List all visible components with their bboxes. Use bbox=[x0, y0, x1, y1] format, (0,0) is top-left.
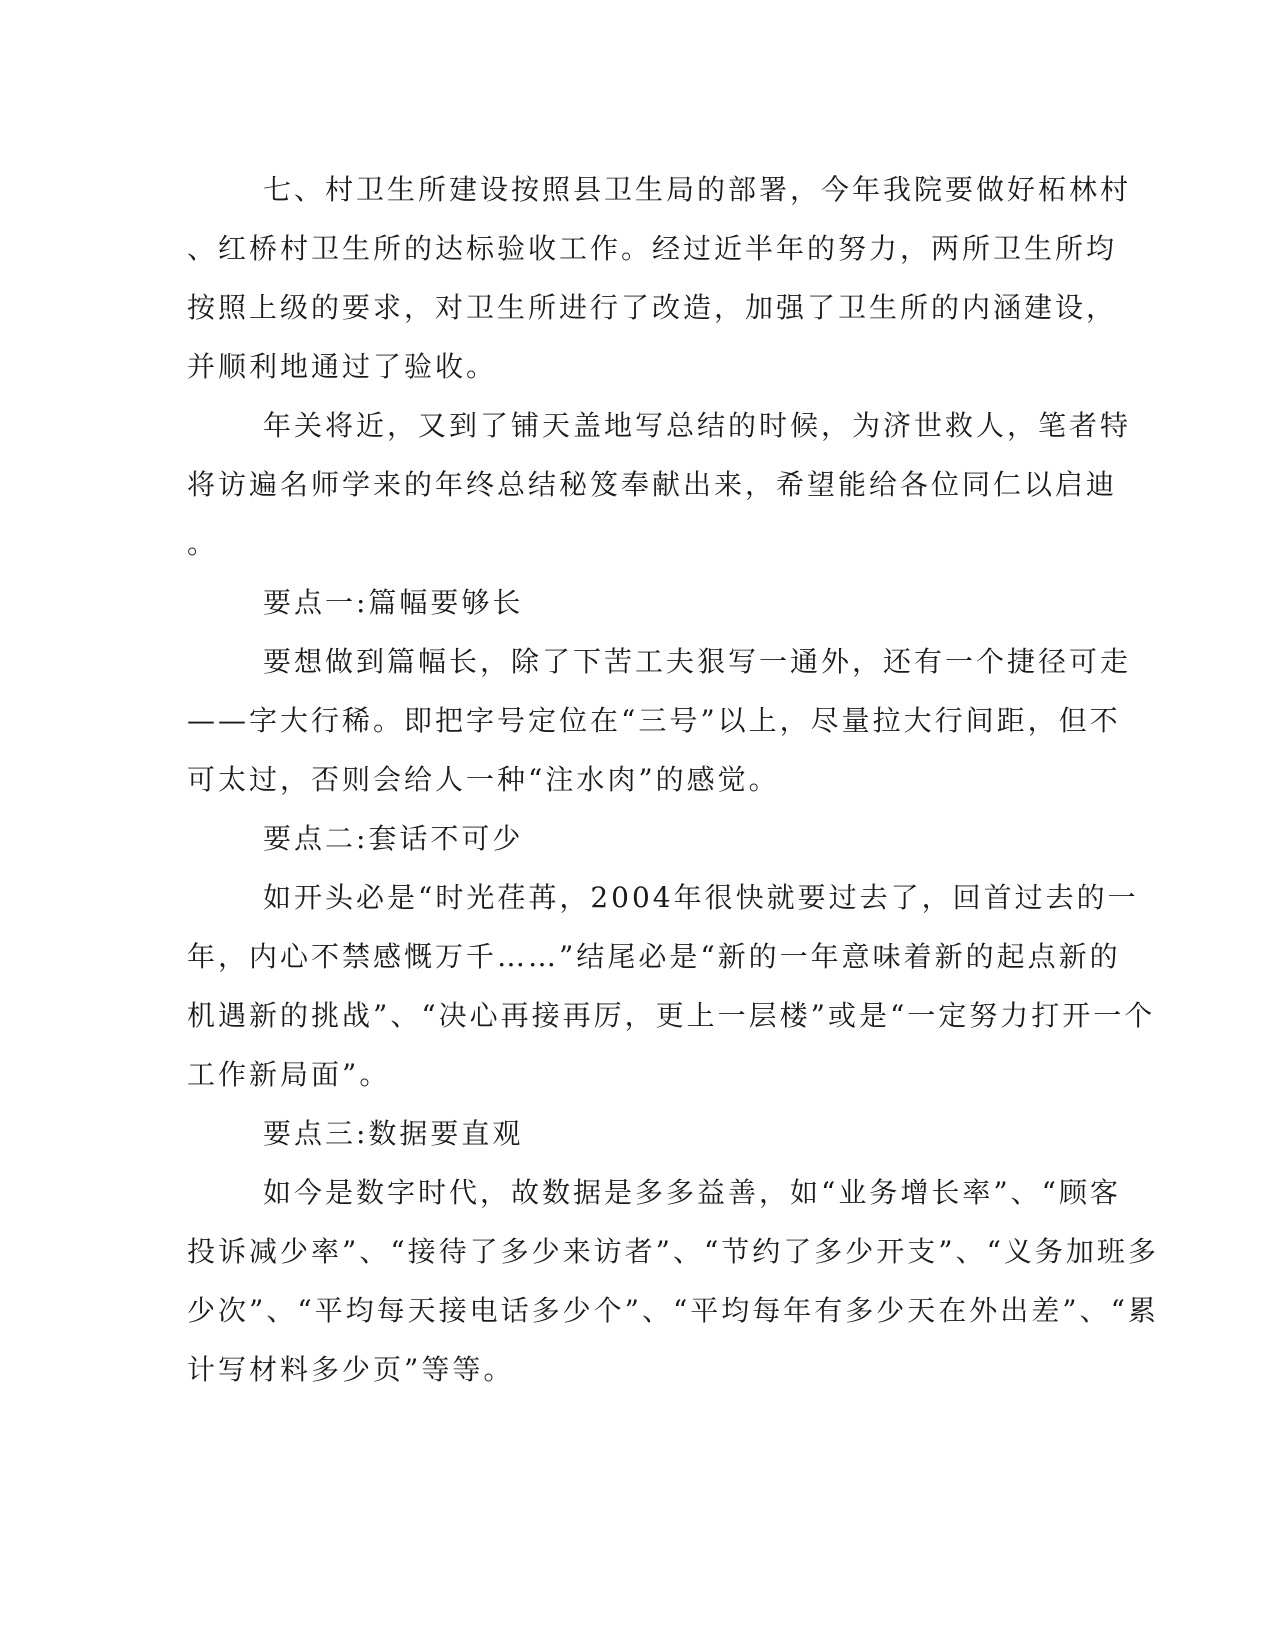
paragraph-line: 少次”、“平均每天接电话多少个”、“平均每年有多少天在外出差”、“累 bbox=[187, 1294, 1159, 1327]
section-heading: 要点二:套话不可少 bbox=[263, 822, 524, 855]
paragraph-line: 工作新局面”。 bbox=[187, 1058, 391, 1091]
paragraph-line: 将访遍名师学来的年终总结秘笈奉献出来，希望能给各位同仁以启迪 bbox=[187, 468, 1118, 501]
paragraph-line: 按照上级的要求，对卫生所进行了改造，加强了卫生所的内涵建设， bbox=[187, 291, 1118, 324]
section-heading: 要点一:篇幅要够长 bbox=[263, 586, 524, 619]
paragraph-line: 如开头必是“时光荏苒，2004年很快就要过去了，回首过去的一 bbox=[263, 881, 1139, 914]
paragraph-line: 年关将近，又到了铺天盖地写总结的时候，为济世救人，笔者特 bbox=[263, 409, 1132, 442]
paragraph-line: 投诉减少率”、“接待了多少来访者”、“节约了多少开支”、“义务加班多 bbox=[187, 1235, 1159, 1268]
paragraph-line: 、红桥村卫生所的达标验收工作。经过近半年的努力，两所卫生所均 bbox=[187, 232, 1118, 265]
paragraph-line: 并顺利地通过了验收。 bbox=[187, 350, 498, 383]
paragraph-line: 可太过，否则会给人一种“注水肉”的感觉。 bbox=[187, 763, 780, 796]
paragraph-line: 七、村卫生所建设按照县卫生局的部署，今年我院要做好柘林村 bbox=[263, 173, 1132, 206]
document-body bbox=[187, 160, 1159, 1399]
paragraph-line: 机遇新的挑战”、“决心再接再厉，更上一层楼”或是“一定努力打开一个 bbox=[187, 999, 1156, 1032]
paragraph-line: 如今是数字时代，故数据是多多益善，如“业务增长率”、“顾客 bbox=[263, 1176, 1121, 1209]
paragraph-line: 要想做到篇幅长，除了下苦工夫狠写一通外，还有一个捷径可走 bbox=[263, 645, 1132, 678]
paragraph-line: ——字大行稀。即把字号定位在“三号”以上，尽量拉大行间距，但不 bbox=[187, 704, 1121, 737]
paragraph-line: 年，内心不禁感慨万千……”结尾必是“新的一年意味着新的起点新的 bbox=[187, 940, 1121, 973]
paragraph-line: 计写材料多少页”等等。 bbox=[187, 1353, 515, 1386]
paragraph-line: 。 bbox=[187, 527, 219, 560]
section-heading: 要点三:数据要直观 bbox=[263, 1117, 524, 1150]
